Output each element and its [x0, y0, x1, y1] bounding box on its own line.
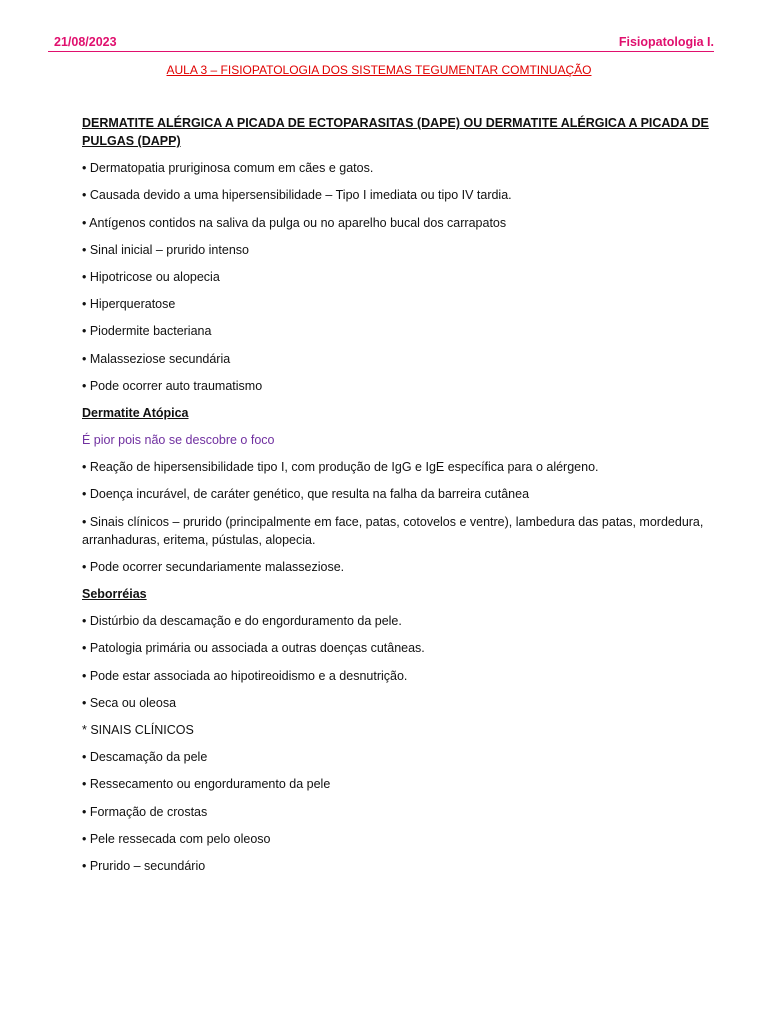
- header-date: 21/08/2023: [54, 35, 117, 49]
- list-item: • Pode ocorrer secundariamente malasseziose.: [82, 559, 345, 574]
- list-item: • Antígenos contidos na saliva da pulga ou no aparelho bucal dos carrapatos: [82, 215, 507, 230]
- list-item: • Sinais clínicos – prurido (principalmente em face, patas, cotovelos e ventre), lambedura das patas, mordedura, arranhaduras, eritema, pústulas, alopecia.: [82, 514, 704, 547]
- list-item: • Pode estar associada ao hipotireoidismo e a desnutrição.: [82, 668, 408, 683]
- list-item: • Malasseziose secundária: [82, 351, 231, 366]
- list-item: • Doença incurável, de caráter genético, que resulta na falha da barreira cutânea: [82, 487, 530, 502]
- list-item: • Hiperqueratose: [82, 297, 176, 312]
- document-body: [82, 114, 722, 884]
- header-course: Fisiopatologia I.: [618, 35, 714, 49]
- list-item: • Ressecamento ou engorduramento da pele: [82, 777, 331, 792]
- list-item: • Prurido – secundário: [82, 858, 206, 873]
- list-item: • Patologia primária ou associada a outras doenças cutâneas.: [82, 641, 425, 656]
- section-heading-dape: DERMATITE ALÉRGICA A PICADA DE ECTOPARASITAS (DAPE) OU DERMATITE ALÉRGICA A PICADA DE PULGAS (DAPP): [82, 116, 709, 148]
- section-note-atopica: É pior pois não se descobre o foco: [82, 433, 275, 448]
- list-item: • Causada devido a uma hipersensibilidade – Tipo I imediata ou tipo IV tardia.: [82, 188, 512, 203]
- list-item: • Formação de crostas: [82, 804, 208, 819]
- section-heading-seborreias: Seborréias: [82, 587, 147, 601]
- page-header: [48, 35, 714, 52]
- lesson-title: AULA 3 – FISIOPATOLOGIA DOS SISTEMAS TEGUMENTAR COMTINUAÇÃO: [166, 63, 592, 77]
- list-item: • Descamação da pele: [82, 750, 208, 765]
- signs-heading: * SINAIS CLÍNICOS: [82, 722, 194, 737]
- list-item: • Distúrbio da descamação e do engorduramento da pele.: [82, 614, 402, 629]
- list-item: • Reação de hipersensibilidade tipo I, com produção de IgG e IgE específica para o alérgeno.: [82, 460, 599, 475]
- list-item: • Pele ressecada com pelo oleoso: [82, 831, 271, 846]
- list-item: • Sinal inicial – prurido intenso: [82, 242, 249, 257]
- list-item: • Pode ocorrer auto traumatismo: [82, 378, 263, 393]
- list-item: • Hipotricose ou alopecia: [82, 269, 220, 284]
- list-item: • Seca ou oleosa: [82, 695, 177, 710]
- list-item: • Piodermite bacteriana: [82, 324, 212, 339]
- section-heading-atopica: Dermatite Atópica: [82, 405, 189, 420]
- list-item: • Dermatopatia pruriginosa comum em cães e gatos.: [82, 161, 374, 176]
